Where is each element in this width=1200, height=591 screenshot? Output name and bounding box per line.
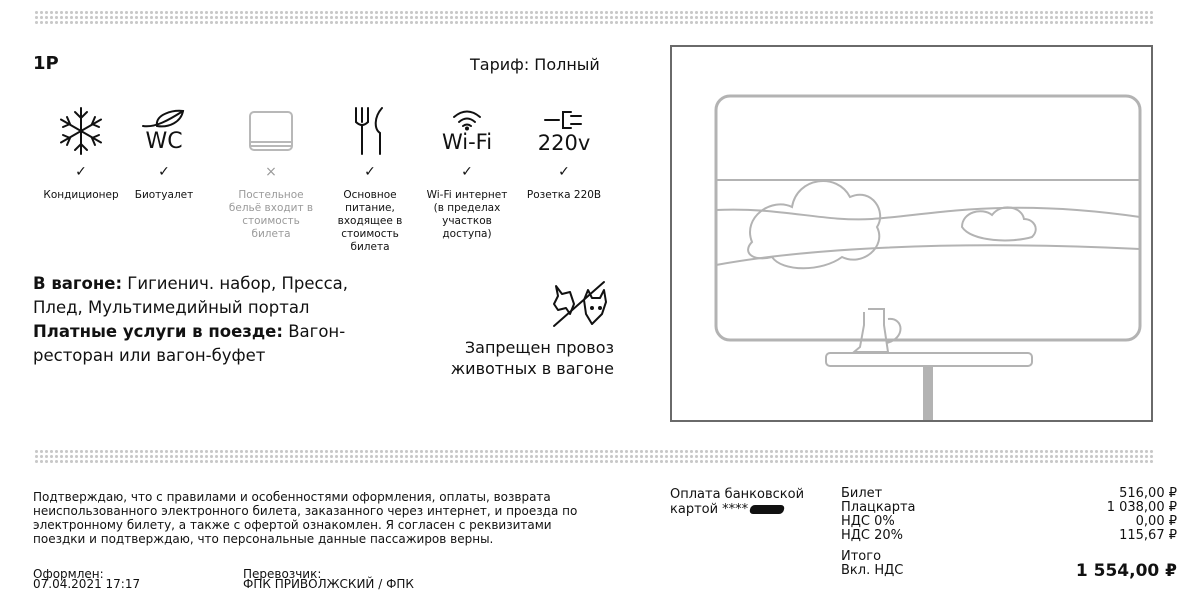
wifi-icon bbox=[421, 103, 513, 159]
amenity-meals bbox=[324, 103, 416, 254]
price-value: 516,00 ₽ bbox=[1119, 486, 1177, 501]
available-check: ✓ bbox=[364, 164, 376, 180]
payment-line2: картой **** bbox=[670, 502, 749, 517]
voltage-text: 220v bbox=[537, 131, 591, 155]
amenity-label: Основное питание, входящее в стоимость билета bbox=[337, 189, 403, 253]
snowflake-icon bbox=[35, 103, 127, 159]
unavailable-cross: × bbox=[265, 164, 277, 180]
issued-label: Оформлен: bbox=[33, 567, 104, 581]
amenity-bed-linen bbox=[225, 103, 317, 241]
car-window-illustration bbox=[670, 45, 1153, 422]
paid-services bbox=[33, 320, 403, 368]
available-check: ✓ bbox=[558, 164, 570, 180]
payment-method bbox=[670, 487, 810, 517]
price-value: 115,67 ₽ bbox=[1119, 528, 1177, 543]
amenity-label: Постельное бельё входит в стоимость билета bbox=[228, 189, 314, 240]
available-check: ✓ bbox=[158, 164, 170, 180]
price-row-ticket bbox=[841, 487, 1177, 501]
linen-icon bbox=[225, 103, 317, 159]
available-check: ✓ bbox=[461, 164, 473, 180]
price-table bbox=[841, 487, 1177, 543]
amenity-wifi bbox=[421, 103, 513, 241]
price-label: НДС 20% bbox=[841, 528, 904, 543]
amenity-socket bbox=[518, 103, 610, 202]
wifi-text: Wi-Fi bbox=[441, 130, 493, 154]
payment-line1: Оплата банковской bbox=[670, 487, 805, 502]
price-value: 1 038,00 ₽ bbox=[1106, 500, 1177, 515]
car-class: 1Р bbox=[33, 53, 59, 74]
amenity-label: Биотуалет bbox=[134, 189, 194, 201]
in-car-value: Гигиенич. набор, Пресса, Плед, Мультимедийный портал bbox=[33, 274, 349, 317]
in-car-services bbox=[33, 272, 403, 320]
amenity-biotoilet bbox=[118, 103, 210, 202]
carrier-value: ФПК ПРИВОЛЖСКИЙ / ФПК bbox=[243, 577, 414, 591]
issued-value: 07.04.2021 17:17 bbox=[33, 577, 141, 591]
total-amount: 1 554,00 ₽ bbox=[1075, 561, 1177, 581]
perforation-middle bbox=[34, 449, 1154, 465]
payment-line2-wrap bbox=[670, 502, 810, 517]
wc-leaf-icon bbox=[118, 103, 210, 159]
fork-knife-icon bbox=[324, 103, 416, 159]
paid-label: Платные услуги в поезде: bbox=[33, 322, 283, 341]
in-car-label: В вагоне: bbox=[33, 274, 123, 293]
services-block bbox=[33, 272, 403, 368]
total-line bbox=[841, 561, 1177, 581]
price-label: НДС 0% bbox=[841, 514, 895, 529]
price-label: Билет bbox=[841, 486, 883, 501]
perforation-top bbox=[34, 10, 1154, 26]
plug-icon bbox=[518, 103, 610, 159]
carrier-label: Перевозчик: bbox=[243, 567, 322, 581]
available-check: ✓ bbox=[75, 164, 87, 180]
total-row bbox=[841, 549, 1177, 581]
no-pets-icon bbox=[548, 280, 610, 332]
price-label: Плацкарта bbox=[841, 500, 916, 515]
paid-value: Вагон-ресторан или вагон-буфет bbox=[33, 322, 346, 365]
price-row-reserved-seat bbox=[841, 501, 1177, 515]
redacted-card-number bbox=[749, 505, 785, 514]
wc-text: WC bbox=[145, 129, 183, 154]
pets-warning: Запрещен провоз животных в вагоне bbox=[450, 338, 614, 378]
amenity-conditioner bbox=[35, 103, 127, 202]
amenity-label: Кондиционер bbox=[43, 189, 119, 201]
total-label: Итого bbox=[841, 549, 882, 564]
price-value: 0,00 ₽ bbox=[1135, 514, 1177, 529]
price-row-vat-0 bbox=[841, 515, 1177, 529]
amenity-label: Wi-Fi интернет (в пределах участков доступа) bbox=[426, 189, 508, 240]
consent-text: Подтверждаю, что с правилами и особенностями оформления, оплаты, возврата неиспользованного электронного билета, заказанного через интернет, и проезда по электронному билету, а также с офертой ознакомлен. Я согласен с реквизитами поездки и подтверждаю, что персональные данные пассажиров верны. bbox=[33, 490, 578, 546]
price-row-vat-20 bbox=[841, 529, 1177, 543]
tariff: Тариф: Полный bbox=[470, 55, 600, 74]
amenity-label: Розетка 220В bbox=[526, 189, 602, 201]
vat-included-label: Вкл. НДС bbox=[841, 563, 904, 578]
